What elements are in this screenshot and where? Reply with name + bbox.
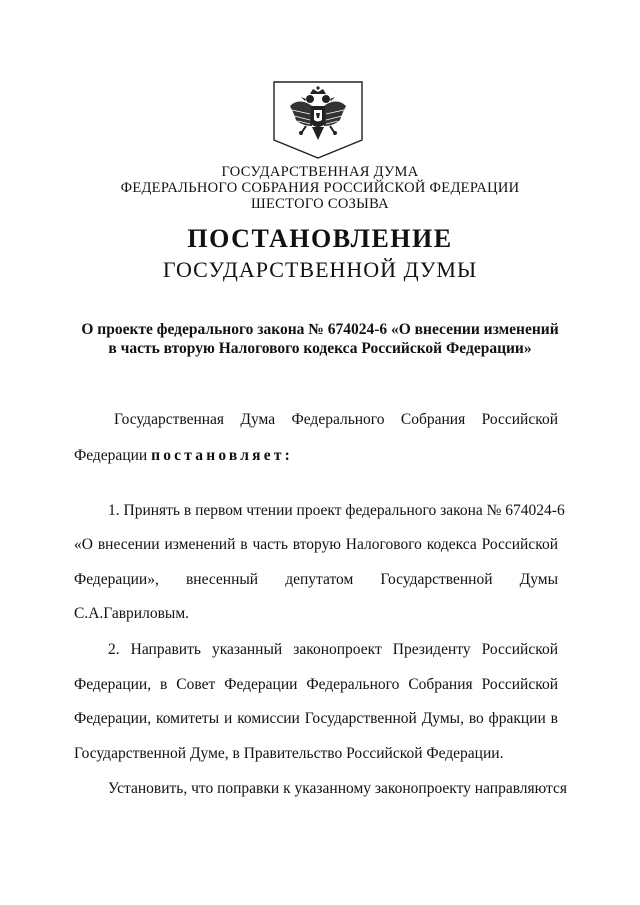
point2-line-3: Федерации, комитеты и комиссии Государственной Думы, во фракции в <box>74 710 558 727</box>
point1-line-1: 1. Принять в первом чтении проект федерального закона № 674024-6 <box>108 502 565 519</box>
coat-of-arms-emblem <box>272 80 364 160</box>
resolution-verb: постановляет: <box>151 447 293 464</box>
subject-line-1: О проекте федерального закона № 674024-6 «О внесении изменений <box>81 321 559 338</box>
point1-line-2: «О внесении изменений в часть вторую Налогового кодекса Российской <box>74 536 558 553</box>
document-title: ПОСТАНОВЛЕНИЕ <box>187 224 453 253</box>
point1-line-3: Федерации», внесенный депутатом Государственной Думы <box>74 571 558 588</box>
preamble-start: Федерации <box>74 447 148 464</box>
point2-line-1: 2. Направить указанный законопроект Президенту Российской <box>108 641 558 658</box>
header-assembly: ФЕДЕРАЛЬНОГО СОБРАНИЯ РОССИЙСКОЙ ФЕДЕРАЦИИ <box>120 180 520 196</box>
subject-line-2: в часть вторую Налогового кодекса Российской Федерации» <box>108 340 532 357</box>
point1-line-4: С.А.Гавриловым. <box>74 605 190 622</box>
header-convocation: ШЕСТОГО СОЗЫВА <box>251 196 389 212</box>
header-institution: ГОСУДАРСТВЕННАЯ ДУМА <box>221 164 419 180</box>
point2-line-4: Государственной Думе, в Правительство Российской Федерации. <box>74 745 504 762</box>
document-subtitle: ГОСУДАРСТВЕННОЙ ДУМЫ <box>162 257 478 282</box>
point3-line-1: Установить, что поправки к указанному законопроекту направляются <box>108 780 568 797</box>
preamble-line-1: Государственная Дума Федерального Собрания Российской <box>114 411 558 428</box>
point2-line-2: Федерации, в Совет Федерации Федерального Собрания Российской <box>74 676 558 693</box>
preamble-line-2 <box>74 446 558 466</box>
